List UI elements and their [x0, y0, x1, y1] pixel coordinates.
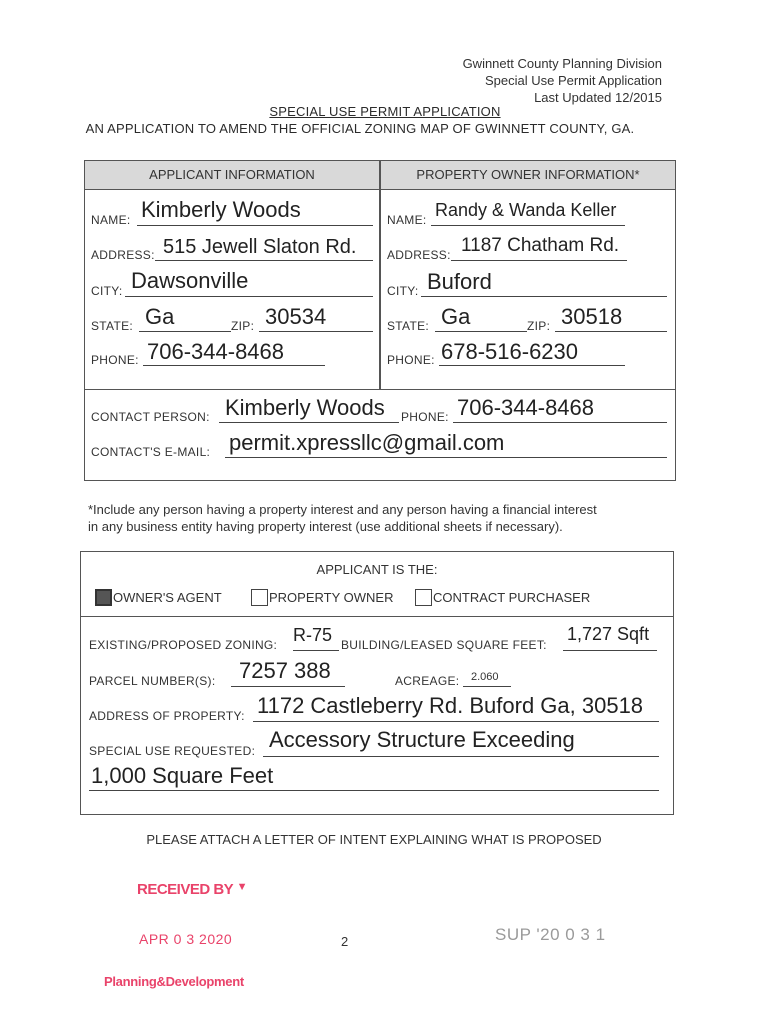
contact-person-value[interactable]: Kimberly Woods [225, 395, 385, 420]
contact-phone-label: PHONE: [401, 410, 449, 424]
option-contract-purchaser[interactable] [415, 589, 590, 606]
info-box [84, 160, 676, 390]
owner-state-label: STATE: [387, 319, 430, 333]
received-stamp-text: RECEIVED BY [137, 881, 233, 898]
special-use-value[interactable]: Accessory Structure Exceeding [269, 727, 575, 752]
special-use-line-2 [89, 790, 659, 791]
owner-address-value[interactable]: 1187 Chatham Rd. [461, 235, 620, 256]
sqft-label: BUILDING/LEASED SQUARE FEET: [341, 638, 547, 652]
stamp-arrow-icon: ▼ [236, 881, 247, 893]
header-block [463, 55, 662, 106]
department-stamp: Planning&Development [104, 974, 244, 989]
section-divider [81, 616, 673, 617]
interest-note-line-2: in any business entity having property interest (use additional sheets if necessary). [88, 519, 563, 534]
owner-address-line [451, 260, 627, 261]
contact-email-line [225, 457, 667, 458]
owner-phone-value[interactable]: 678-516-6230 [441, 339, 579, 364]
applicant-phone-line [143, 365, 325, 366]
special-use-value-2[interactable]: 1,000 Square Feet [91, 763, 274, 788]
attach-letter-note: PLEASE ATTACH A LETTER OF INTENT EXPLAINING WHAT IS PROPOSED [146, 832, 602, 847]
interest-note [88, 501, 597, 535]
acreage-line [463, 686, 511, 687]
owner-state-value[interactable]: Ga [441, 304, 471, 329]
page-number: 2 [341, 934, 349, 949]
applicant-name-value[interactable]: Kimberly Woods [141, 197, 301, 222]
applicant-city-label: CITY: [91, 284, 123, 298]
property-owner-label: PROPERTY OWNER [269, 590, 394, 606]
contact-person-line [219, 422, 399, 423]
contact-email-value[interactable]: permit.xpressllc@gmail.com [229, 430, 505, 455]
zoning-value[interactable]: R-75 [293, 625, 333, 645]
applicant-is-heading: APPLICANT IS THE: [316, 562, 438, 577]
sqft-value[interactable]: 1,727 Sqft [567, 624, 650, 644]
parcel-value[interactable]: 7257 388 [239, 658, 331, 683]
parcel-line [231, 686, 345, 687]
applicant-zip-value[interactable]: 30534 [265, 304, 327, 329]
sqft-line [563, 650, 657, 651]
zoning-line [293, 650, 339, 651]
contact-phone-line [453, 422, 667, 423]
owners-agent-label: OWNER'S AGENT [113, 590, 222, 606]
header-line-1: Gwinnett County Planning Division [462, 56, 662, 71]
contract-purchaser-checkbox[interactable] [415, 589, 432, 606]
owner-zip-value[interactable]: 30518 [561, 304, 623, 329]
applicant-is-box [80, 551, 674, 815]
case-number-stamp: SUP '20 0 3 1 [495, 925, 606, 944]
owner-city-value[interactable]: Buford [427, 269, 492, 294]
owner-address-label: ADDRESS: [387, 248, 451, 262]
applicant-zip-label: ZIP: [231, 319, 255, 333]
contact-phone-value[interactable]: 706-344-8468 [457, 395, 595, 420]
applicant-zip-line [259, 331, 373, 332]
acreage-value[interactable]: 2.060 [471, 671, 499, 683]
interest-note-line-1: *Include any person having a property interest and any person having a financial interest [88, 502, 597, 517]
applicant-phone-label: PHONE: [91, 353, 139, 367]
owners-agent-checkbox[interactable] [95, 589, 112, 606]
acreage-label: ACREAGE: [395, 674, 460, 688]
applicant-heading: APPLICANT INFORMATION [85, 161, 379, 190]
header-line-2: Special Use Permit Application [484, 73, 662, 88]
received-date-stamp: APR 0 3 2020 [139, 931, 233, 947]
applicant-state-value[interactable]: Ga [145, 304, 175, 329]
property-address-label: ADDRESS OF PROPERTY: [89, 709, 245, 723]
contact-person-label: CONTACT PERSON: [91, 410, 210, 424]
applicant-address-value[interactable]: 515 Jewell Slaton Rd. [163, 236, 357, 258]
owner-name-line [431, 225, 625, 226]
property-address-line [253, 721, 659, 722]
applicant-phone-value[interactable]: 706-344-8468 [147, 339, 285, 364]
parcel-label: PARCEL NUMBER(S): [89, 674, 216, 688]
applicant-city-value[interactable]: Dawsonville [131, 268, 249, 293]
applicant-state-label: STATE: [91, 319, 134, 333]
owner-name-label: NAME: [387, 213, 427, 227]
property-owner-checkbox[interactable] [251, 589, 268, 606]
special-use-label: SPECIAL USE REQUESTED: [89, 744, 256, 758]
applicant-address-label: ADDRESS: [91, 248, 155, 262]
owner-city-label: CITY: [387, 284, 419, 298]
owner-name-value[interactable]: Randy & Wanda Keller [435, 200, 617, 220]
property-address-value[interactable]: 1172 Castleberry Rd. Buford Ga, 30518 [257, 693, 644, 718]
special-use-line [263, 756, 659, 757]
applicant-name-line [137, 225, 373, 226]
contact-email-label: CONTACT'S E-MAIL: [91, 445, 211, 459]
owner-state-line [435, 331, 527, 332]
form-title: SPECIAL USE PERMIT APPLICATION [269, 104, 501, 119]
owner-city-line [421, 296, 667, 297]
owner-phone-line [439, 365, 625, 366]
form-subtitle: AN APPLICATION TO AMEND THE OFFICIAL ZONING MAP OF GWINNETT COUNTY, GA. [85, 121, 635, 136]
contract-purchaser-label: CONTRACT PURCHASER [433, 590, 591, 606]
received-stamp [137, 881, 247, 898]
applicant-city-line [125, 296, 373, 297]
applicant-name-label: NAME: [91, 213, 131, 227]
column-divider [379, 161, 381, 389]
applicant-state-line [139, 331, 231, 332]
zoning-label: EXISTING/PROPOSED ZONING: [89, 638, 278, 652]
applicant-address-line [155, 260, 373, 261]
header-line-3: Last Updated 12/2015 [534, 90, 662, 105]
owner-heading: PROPERTY OWNER INFORMATION* [381, 161, 675, 190]
option-owners-agent[interactable] [95, 589, 222, 606]
owner-phone-label: PHONE: [387, 353, 435, 367]
owner-zip-label: ZIP: [527, 319, 551, 333]
option-property-owner[interactable] [251, 589, 393, 606]
owner-zip-line [555, 331, 667, 332]
contact-box [84, 388, 676, 481]
